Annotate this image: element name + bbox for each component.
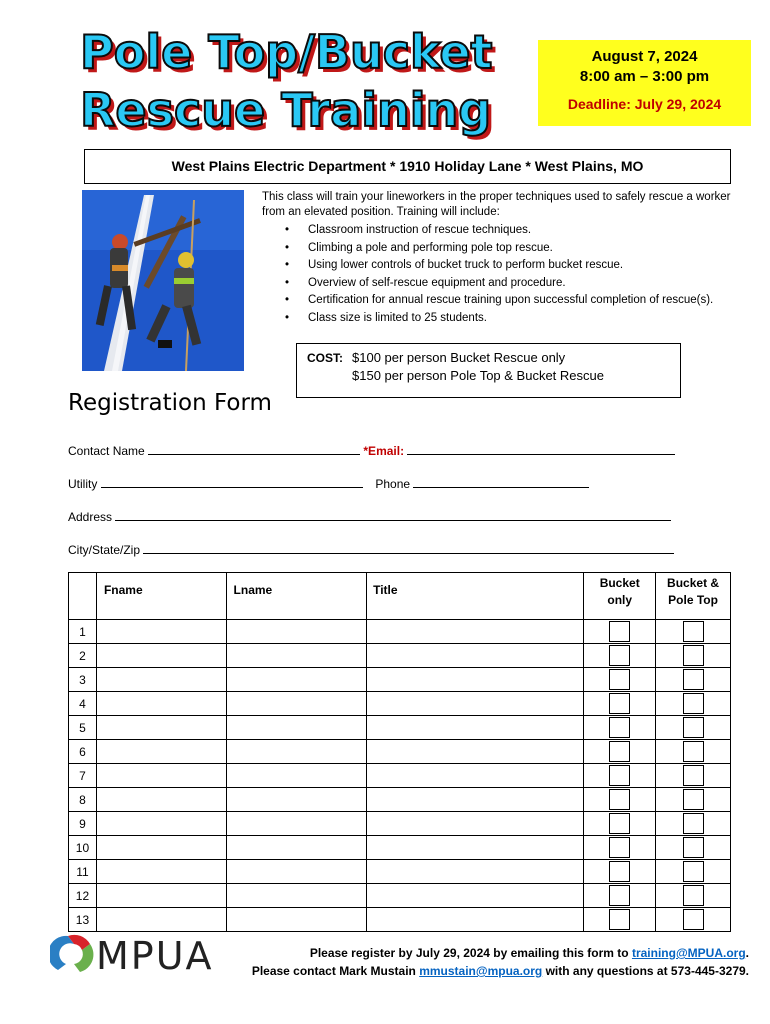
- fname-cell[interactable]: [96, 884, 226, 908]
- bullet-icon: •: [285, 224, 290, 236]
- bullet-icon: •: [285, 294, 290, 306]
- title-line-2: Rescue Training: [80, 83, 492, 137]
- table-row: [69, 692, 731, 716]
- bucket-only-checkbox[interactable]: [609, 765, 630, 786]
- bucket-only-checkbox-cell: [584, 764, 656, 788]
- address-field[interactable]: [115, 509, 671, 521]
- bucket-only-checkbox[interactable]: [609, 645, 630, 666]
- table-row: [69, 644, 731, 668]
- bucket-pole-checkbox[interactable]: [683, 741, 704, 762]
- fname-cell[interactable]: [96, 644, 226, 668]
- row-number: 3: [69, 668, 97, 692]
- topic-item: • Classroom instruction of rescue techniques.: [262, 222, 732, 240]
- lineworker-photo: [82, 190, 244, 371]
- table-row: [69, 836, 731, 860]
- topic-item: • Overview of self-rescue equipment and procedure.: [262, 275, 732, 293]
- lname-cell[interactable]: [226, 884, 367, 908]
- bucket-pole-checkbox-cell: [656, 788, 731, 812]
- row-number: 5: [69, 716, 97, 740]
- bullet-icon: •: [285, 311, 290, 324]
- fname-cell[interactable]: [96, 692, 226, 716]
- fname-header: Fname: [96, 573, 226, 620]
- title-cell[interactable]: [367, 644, 584, 668]
- title-cell[interactable]: [367, 668, 584, 692]
- email-field[interactable]: [407, 443, 675, 455]
- table-row: [69, 788, 731, 812]
- bucket-only-checkbox[interactable]: [609, 669, 630, 690]
- bucket-only-checkbox-cell: [584, 908, 656, 932]
- table-header: [69, 573, 731, 620]
- training-email-link[interactable]: training@MPUA.org: [631, 946, 746, 960]
- bucket-only-checkbox-cell: [584, 740, 656, 764]
- contact-row: [68, 443, 675, 458]
- table-row: [69, 884, 731, 908]
- lname-cell[interactable]: [226, 644, 367, 668]
- title-cell[interactable]: [367, 812, 584, 836]
- fname-cell[interactable]: [96, 836, 226, 860]
- bucket-only-checkbox-cell: [584, 836, 656, 860]
- bucket-only-checkbox[interactable]: [609, 909, 630, 930]
- cost-box: [296, 343, 681, 398]
- row-number: 11: [69, 860, 97, 884]
- email-label: *Email:: [363, 444, 405, 458]
- footer-text: [252, 944, 749, 980]
- bucket-pole-checkbox-cell: [656, 620, 731, 644]
- registration-table: [68, 572, 731, 932]
- row-number: 7: [69, 764, 97, 788]
- bucket-only-checkbox[interactable]: [609, 693, 630, 714]
- title-cell[interactable]: [367, 860, 584, 884]
- title-cell[interactable]: [367, 836, 584, 860]
- table-row: [69, 764, 731, 788]
- bucket-pole-checkbox[interactable]: [683, 693, 704, 714]
- description-intro: This class will train your lineworkers in the proper techniques used to safely rescue a worker from an elevated position. Training will include:: [262, 191, 731, 218]
- city-row: [68, 542, 674, 557]
- event-date: August 7, 2024: [591, 48, 698, 65]
- table-row: [69, 740, 731, 764]
- deadline: Deadline: July 29, 2024: [567, 96, 722, 112]
- fname-cell[interactable]: [96, 908, 226, 932]
- table-row: [69, 860, 731, 884]
- utility-row: [68, 476, 589, 491]
- bucket-only-checkbox[interactable]: [609, 885, 630, 906]
- utility-label: Utility: [68, 477, 98, 491]
- title-header: Title: [367, 573, 584, 620]
- table-row: [69, 668, 731, 692]
- bucket-only-checkbox-cell: [584, 884, 656, 908]
- footer-line-2: Please contact Mark Mustain mmustain@mpua.org with any questions at 573-445-3279.: [251, 964, 749, 978]
- row-number: 10: [69, 836, 97, 860]
- bucket-pole-checkbox-cell: [656, 764, 731, 788]
- lname-cell[interactable]: [226, 716, 367, 740]
- svg-text:MPUA: MPUA: [96, 934, 214, 976]
- phone-field[interactable]: [413, 476, 589, 488]
- table-row: [69, 812, 731, 836]
- bucket-only-checkbox-cell: [584, 644, 656, 668]
- bucket-only-checkbox[interactable]: [609, 621, 630, 642]
- topic-item: • Using lower controls of bucket truck to perform bucket rescue.: [262, 257, 732, 275]
- bucket-pole-checkbox-cell: [656, 668, 731, 692]
- bucket-pole-checkbox-cell: [656, 884, 731, 908]
- bucket-pole-checkbox-cell: [656, 716, 731, 740]
- fname-cell[interactable]: [96, 668, 226, 692]
- table-row: [69, 716, 731, 740]
- fname-cell[interactable]: [96, 740, 226, 764]
- bucket-only-checkbox-cell: [584, 812, 656, 836]
- title-cell[interactable]: [367, 908, 584, 932]
- phone-label: Phone: [375, 477, 411, 491]
- bucket-pole-checkbox[interactable]: [683, 669, 704, 690]
- lname-cell[interactable]: [226, 692, 367, 716]
- bucket-pole-checkbox-cell: [656, 740, 731, 764]
- bucket-pole-checkbox[interactable]: [683, 909, 704, 930]
- bullet-icon: •: [285, 276, 290, 289]
- bucket-header: Bucket only: [584, 573, 656, 620]
- title-cell[interactable]: [367, 764, 584, 788]
- fname-cell[interactable]: [96, 764, 226, 788]
- contact-name-field[interactable]: [148, 443, 360, 455]
- lname-cell[interactable]: [226, 860, 367, 884]
- bucket-only-checkbox-cell: [584, 788, 656, 812]
- row-number: 8: [69, 788, 97, 812]
- lname-cell[interactable]: [226, 908, 367, 932]
- bucket-only-checkbox-cell: [584, 620, 656, 644]
- lname-cell[interactable]: [226, 764, 367, 788]
- topic-item: • Class size is limited to 25 students.: [262, 310, 732, 328]
- title-cell[interactable]: [367, 692, 584, 716]
- title-cell[interactable]: [367, 884, 584, 908]
- cost-label: COST:: [307, 351, 343, 365]
- fname-cell[interactable]: [96, 620, 226, 644]
- bucket-pole-checkbox-cell: [656, 836, 731, 860]
- cost-bucket: $100 per person Bucket Rescue only: [352, 350, 566, 365]
- address-label: Address: [68, 510, 113, 524]
- fname-cell[interactable]: [96, 788, 226, 812]
- bucket-pole-checkbox-cell: [656, 644, 731, 668]
- row-number: 1: [69, 620, 97, 644]
- bucket-pole-checkbox-cell: [656, 908, 731, 932]
- registration-heading: Registration Form: [68, 390, 272, 416]
- fname-cell[interactable]: [96, 812, 226, 836]
- topic-list: [262, 222, 732, 327]
- title-line-1: Pole Top/Bucket: [80, 25, 493, 79]
- table-row: [69, 620, 731, 644]
- bullet-icon: •: [285, 241, 290, 254]
- fname-cell[interactable]: [96, 716, 226, 740]
- table-row: [69, 908, 731, 932]
- lname-cell[interactable]: [226, 620, 367, 644]
- bucket-pole-checkbox-cell: [656, 860, 731, 884]
- lname-cell[interactable]: [226, 740, 367, 764]
- bucket-pole-checkbox[interactable]: [683, 885, 704, 906]
- bucket-only-checkbox-cell: [584, 716, 656, 740]
- date-box: [538, 40, 751, 126]
- lname-cell[interactable]: [226, 788, 367, 812]
- bucket-only-checkbox[interactable]: [609, 861, 630, 882]
- event-time: 8:00 am – 3:00 pm: [579, 68, 710, 85]
- course-description: [262, 190, 732, 327]
- lname-cell[interactable]: [226, 836, 367, 860]
- bullet-icon: •: [285, 259, 290, 271]
- contact-name-label: Contact Name: [68, 444, 145, 458]
- bucket-pole-checkbox[interactable]: [683, 717, 704, 738]
- utility-field[interactable]: [101, 476, 363, 488]
- topic-item: • Climbing a pole and performing pole top rescue.: [262, 240, 732, 258]
- row-number: 2: [69, 644, 97, 668]
- bucket-only-checkbox-cell: [584, 860, 656, 884]
- bucket-pole-checkbox[interactable]: [683, 861, 704, 882]
- row-number: 13: [69, 908, 97, 932]
- bucket-only-checkbox-cell: [584, 668, 656, 692]
- lname-cell[interactable]: [226, 668, 367, 692]
- bucket-pole-checkbox[interactable]: [683, 837, 704, 858]
- title-cell[interactable]: [367, 788, 584, 812]
- row-number: 12: [69, 884, 97, 908]
- row-number: 6: [69, 740, 97, 764]
- num-header: [69, 573, 97, 620]
- location-banner: West Plains Electric Department * 1910 Holiday Lane * West Plains, MO: [84, 149, 731, 184]
- bucket-only-checkbox[interactable]: [609, 741, 630, 762]
- title-cell[interactable]: [367, 620, 584, 644]
- both-header: Bucket & Pole Top: [656, 573, 731, 620]
- bucket-pole-checkbox[interactable]: [683, 813, 704, 834]
- title-cell[interactable]: [367, 740, 584, 764]
- bucket-only-checkbox[interactable]: [609, 717, 630, 738]
- city-field[interactable]: [143, 542, 674, 554]
- bucket-only-checkbox-cell: [584, 692, 656, 716]
- mpua-logo: [50, 930, 240, 976]
- row-number: 4: [69, 692, 97, 716]
- address-row: [68, 509, 671, 524]
- lname-cell[interactable]: [226, 812, 367, 836]
- topic-item: • Certification for annual rescue training upon successful completion of rescue(s).: [262, 292, 732, 310]
- city-label: City/State/Zip: [68, 543, 141, 557]
- title-cell[interactable]: [367, 716, 584, 740]
- lname-header: Lname: [226, 573, 367, 620]
- bucket-pole-checkbox[interactable]: [683, 621, 704, 642]
- bucket-only-checkbox[interactable]: [609, 813, 630, 834]
- bucket-pole-checkbox[interactable]: [683, 645, 704, 666]
- bucket-pole-checkbox-cell: [656, 692, 731, 716]
- bucket-only-checkbox[interactable]: [609, 789, 630, 810]
- bucket-pole-checkbox[interactable]: [683, 789, 704, 810]
- bucket-pole-checkbox-cell: [656, 812, 731, 836]
- bucket-pole-checkbox[interactable]: [683, 765, 704, 786]
- row-number: 9: [69, 812, 97, 836]
- cost-both: $150 per person Pole Top & Bucket Rescue: [352, 368, 604, 383]
- contact-email-link[interactable]: mmustain@mpua.org: [419, 964, 543, 978]
- bucket-only-checkbox[interactable]: [609, 837, 630, 858]
- footer-line-1: Please register by July 29, 2024 by emailing this form to training@MPUA.org.: [309, 946, 749, 960]
- fname-cell[interactable]: [96, 860, 226, 884]
